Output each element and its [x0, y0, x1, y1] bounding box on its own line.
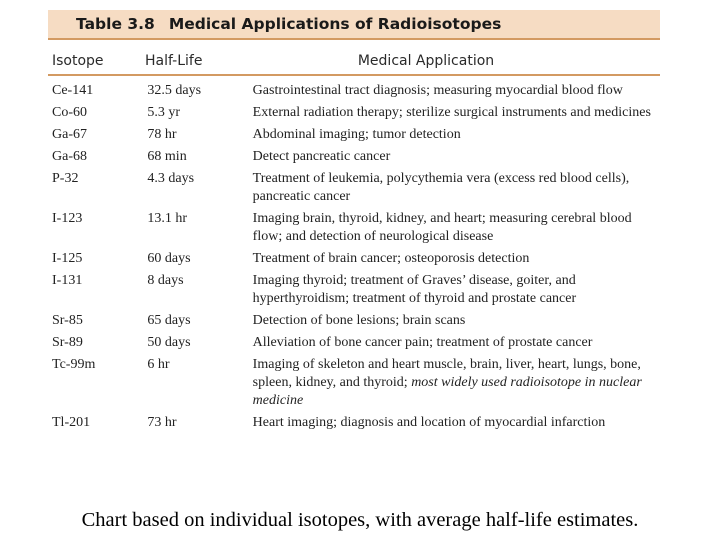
cell-application — [253, 210, 660, 246]
cell-isotope: Ga-67 — [52, 127, 87, 142]
application-emphasis: most widely used radioisotope in nuclear medicine — [252, 375, 642, 408]
caption: Chart based on individual isotopes, with average half-life estimates. — [81, 509, 639, 531]
cell-half-life: 68 min — [147, 149, 187, 164]
cell-isotope: Ga-68 — [52, 149, 87, 164]
cell-application — [253, 82, 660, 100]
application-text: Alleviation of bone cancer pain; treatment of prostate cancer — [252, 335, 593, 350]
table-title-bar — [48, 10, 660, 40]
table-row — [48, 170, 660, 206]
cell-application — [253, 170, 660, 206]
cell-half-life: 73 hr — [147, 415, 177, 430]
cell-application — [253, 148, 660, 166]
cell-isotope: Co-60 — [52, 105, 87, 120]
cell-isotope: Ce-141 — [52, 83, 94, 98]
application-text: Imaging of skeleton and heart muscle, brain, liver, heart, lungs, bone, spleen, kidney, and thyroid; — [252, 357, 641, 390]
application-text: External radiation therapy; sterilize surgical instruments and medicines — [252, 105, 651, 120]
cell-isotope: Sr-89 — [52, 335, 83, 350]
cell-application — [253, 250, 660, 268]
cell-half-life: 32.5 days — [147, 83, 202, 98]
table-row — [48, 126, 660, 144]
table-title: Medical Applications of Radioisotopes — [168, 15, 502, 33]
application-text: Detect pancreatic cancer — [252, 149, 391, 164]
application-text: Treatment of brain cancer; osteoporosis detection — [252, 251, 530, 266]
table-row — [48, 104, 660, 122]
table-body — [48, 82, 660, 432]
table-header — [48, 48, 660, 76]
cell-application — [253, 334, 660, 352]
cell-application — [253, 272, 660, 308]
cell-application — [253, 126, 660, 144]
table-row — [48, 82, 660, 100]
cell-half-life: 50 days — [147, 335, 191, 350]
application-text: Gastrointestinal tract diagnosis; measuring myocardial blood flow — [252, 83, 623, 98]
cell-application — [253, 312, 660, 330]
cell-application — [253, 104, 660, 122]
cell-half-life: 8 days — [147, 273, 184, 288]
cell-half-life: 6 hr — [147, 357, 170, 372]
table-row — [48, 356, 660, 410]
application-text: Imaging brain, thyroid, kidney, and heart; measuring cerebral blood flow; and detection of neurological disease — [252, 211, 632, 244]
application-text: Treatment of leukemia, polycythemia vera (excess red blood cells), pancreatic cancer — [252, 171, 630, 204]
header-half-life: Half-Life — [145, 53, 203, 69]
radioisotope-table — [48, 10, 660, 436]
table-row — [48, 414, 660, 432]
table-row — [48, 250, 660, 268]
cell-isotope: I-125 — [52, 251, 83, 266]
application-text: Abdominal imaging; tumor detection — [252, 127, 461, 142]
cell-isotope: Sr-85 — [52, 313, 83, 328]
application-text: Heart imaging; diagnosis and location of myocardial infarction — [252, 415, 606, 430]
table-row — [48, 210, 660, 246]
cell-isotope: I-131 — [52, 273, 83, 288]
table-row — [48, 272, 660, 308]
application-text: Detection of bone lesions; brain scans — [252, 313, 466, 328]
header-application: Medical Application — [357, 53, 495, 69]
application-text: Imaging thyroid; treatment of Graves’ disease, goiter, and hyperthyroidism; treatment of thyroid and prostate cancer — [252, 273, 577, 306]
table-label: Table 3.8 — [76, 15, 155, 33]
cell-isotope: I-123 — [52, 211, 83, 226]
table-row — [48, 334, 660, 352]
cell-isotope: Tl-201 — [52, 415, 91, 430]
cell-application — [253, 414, 660, 432]
cell-half-life: 5.3 yr — [147, 105, 181, 120]
table-row — [48, 148, 660, 166]
cell-half-life: 78 hr — [147, 127, 177, 142]
cell-half-life: 4.3 days — [147, 171, 195, 186]
header-isotope: Isotope — [52, 53, 104, 69]
cell-isotope: P-32 — [52, 171, 79, 186]
table-row — [48, 312, 660, 330]
cell-half-life: 13.1 hr — [147, 211, 188, 226]
cell-application — [253, 356, 660, 410]
cell-half-life: 65 days — [147, 313, 191, 328]
cell-isotope: Tc-99m — [52, 357, 96, 372]
cell-half-life: 60 days — [147, 251, 191, 266]
